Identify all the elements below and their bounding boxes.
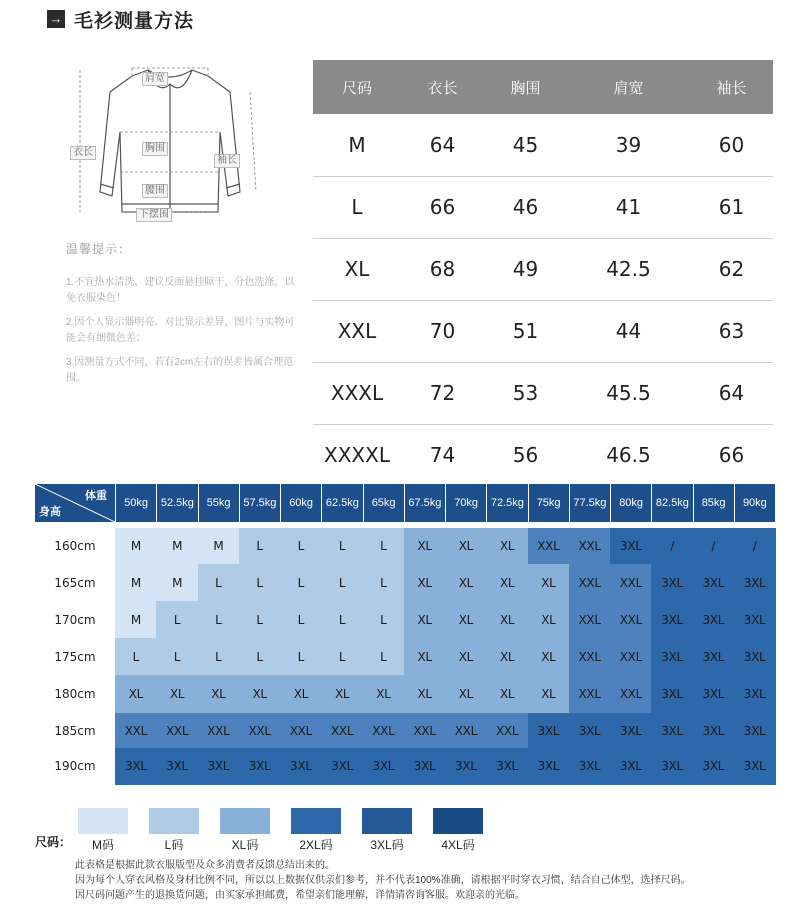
grid-cell: XL (363, 675, 405, 714)
measure-cell: 60 (690, 114, 773, 176)
tip-item: 2.因个人显示器明亮、对比显示差异，图片与实物可能会有细微色差； (66, 317, 295, 344)
grid-cell: XL (486, 528, 528, 565)
weight-header: 60kg (280, 484, 321, 522)
grid-cell: XL (404, 638, 446, 676)
size-cell: XXXXL (324, 443, 390, 468)
weight-header: 67.5kg (404, 484, 445, 522)
grid-cell: L (156, 638, 198, 676)
size-cell: M (313, 114, 401, 176)
grid-cell: XL (486, 601, 528, 639)
grid-cell: 3XL (486, 748, 528, 785)
grid-cell: XL (239, 675, 281, 714)
sweater-outline-icon (70, 62, 270, 224)
grid-cell: XXL (569, 601, 611, 639)
legend-swatch (78, 808, 128, 834)
measure-cell: 61 (690, 176, 773, 238)
weight-axis-label: 体重 (85, 490, 107, 502)
header-sleeve: 袖长 (690, 60, 773, 114)
grid-cell: 3XL (734, 638, 776, 676)
weight-header: 52.5kg (156, 484, 197, 522)
grid-cell: 3XL (693, 713, 735, 749)
measure-cell: 56 (512, 443, 539, 468)
grid-cell: 3XL (280, 748, 322, 785)
grid-cell: XXL (528, 528, 570, 565)
tip-item: 1.不宜热水清洗，建议反面悬挂晾干，分色洗涤，以免衣服染色！ (66, 277, 295, 304)
grid-cell: 3XL (528, 713, 570, 749)
weight-header: 65kg (363, 484, 404, 522)
legend-swatch (220, 808, 270, 834)
weight-header: 70kg (445, 484, 486, 522)
grid-corner (35, 484, 115, 522)
note-line: 因为每个人穿衣风格及身材比例不同，所以以上数据仅供亲们参考，并不代表100%准确，请根据平时穿衣习惯，结合自己体型，选择尺码。 (75, 875, 691, 886)
measure-cell: 49 (484, 238, 567, 300)
grid-cell: M (156, 564, 198, 602)
height-axis-label: 身高 (39, 506, 61, 518)
grid-cell: L (280, 601, 322, 639)
grid-cell: 3XL (693, 748, 735, 785)
grid-cell: XL (486, 675, 528, 714)
grid-cell: 3XL (198, 748, 240, 785)
measure-cell: 68 (401, 238, 484, 300)
grid-cell: / (693, 528, 735, 565)
grid-cell: 3XL (115, 748, 157, 785)
measure-cell: 51 (484, 300, 567, 362)
weight-header: 82.5kg (651, 484, 692, 522)
size-legend (35, 808, 775, 858)
grid-cell: XL (445, 638, 487, 676)
footer-notes (75, 858, 775, 903)
size-table-row (313, 114, 773, 176)
size-cell: XXXL (313, 362, 401, 424)
size-table-row (313, 300, 773, 362)
tips-panel (66, 240, 296, 395)
grid-cell: L (239, 528, 281, 565)
tip-item: 3.因测量方式不同，若有2cm左右的误差皆属合理范围。 (66, 357, 294, 384)
grid-cell: XXL (363, 713, 405, 749)
measure-cell: 66 (718, 443, 745, 468)
waist-label: 腰围 (142, 184, 168, 198)
measure-cell: 44 (567, 300, 690, 362)
length-label: 衣长 (70, 146, 96, 160)
grid-cell: XXL (610, 675, 652, 714)
grid-cell: / (734, 528, 776, 565)
grid-cell: 3XL (693, 601, 735, 639)
size-table-row (313, 424, 773, 486)
page-title: 毛衫测量方法 (74, 10, 195, 32)
arrow-right-icon: → (47, 10, 65, 28)
weight-header: 50kg (115, 484, 156, 522)
grid-cell: L (239, 564, 281, 602)
height-label: 170cm (35, 601, 115, 638)
grid-cell: XXL (198, 713, 240, 749)
measure-cell: 64 (690, 362, 773, 424)
measure-cell: 70 (401, 300, 484, 362)
grid-cell: XL (156, 675, 198, 714)
grid-cell: XL (486, 564, 528, 602)
sleeve-label: 袖长 (214, 154, 240, 168)
legend-label: 2XL码 (299, 838, 333, 852)
grid-cell: L (363, 601, 405, 639)
legend-swatch (149, 808, 199, 834)
grid-cell: 3XL (445, 748, 487, 785)
measure-cell: 42.5 (567, 238, 690, 300)
grid-cell: L (156, 601, 198, 639)
grid-cell: L (321, 528, 363, 565)
size-table-header (313, 60, 773, 114)
grid-cell: L (115, 638, 157, 676)
measure-cell: 45.5 (567, 362, 690, 424)
grid-cell: / (651, 528, 693, 565)
grid-cell: XXL (321, 713, 363, 749)
grid-cell: 3XL (610, 528, 652, 565)
grid-cell: XXL (610, 638, 652, 676)
size-table-row (313, 362, 773, 424)
grid-cell: XL (445, 675, 487, 714)
grid-cell: L (280, 528, 322, 565)
size-table-row (313, 238, 773, 300)
grid-cell: 3XL (528, 748, 570, 785)
grid-cell: 3XL (734, 601, 776, 639)
grid-cell: XL (404, 564, 446, 602)
grid-cell: XXL (569, 638, 611, 676)
measure-cell: 39 (567, 114, 690, 176)
size-reference-grid (35, 484, 775, 787)
legend-title: 尺码： (35, 835, 72, 849)
grid-cell: 3XL (569, 713, 611, 749)
grid-cell: XL (528, 564, 570, 602)
sweater-diagram (70, 62, 270, 224)
grid-cell: L (363, 564, 405, 602)
grid-cell: XXL (156, 713, 198, 749)
weight-header: 77.5kg (569, 484, 610, 522)
weight-header: 72.5kg (486, 484, 527, 522)
legend-label: 3XL码 (370, 838, 404, 852)
grid-cell: 3XL (651, 564, 693, 602)
header-shoulder: 肩宽 (567, 60, 690, 114)
grid-cell: 3XL (693, 564, 735, 602)
chest-label: 胸围 (142, 142, 168, 156)
section-header (47, 6, 194, 32)
grid-cell: XXL (280, 713, 322, 749)
grid-cell: 3XL (651, 748, 693, 785)
height-label: 185cm (35, 713, 115, 748)
grid-cell: XXL (404, 713, 446, 749)
height-label: 165cm (35, 564, 115, 601)
size-cell: XXL (313, 300, 401, 362)
grid-cell: M (198, 528, 240, 565)
grid-cell: 3XL (693, 675, 735, 714)
measure-cell: 63 (690, 300, 773, 362)
grid-cell: 3XL (569, 748, 611, 785)
weight-header: 90kg (734, 484, 775, 522)
grid-cell: L (198, 601, 240, 639)
size-cell: L (313, 176, 401, 238)
grid-cell: XL (486, 638, 528, 676)
grid-cell: L (239, 601, 281, 639)
grid-cell: M (115, 528, 157, 565)
height-label: 175cm (35, 638, 115, 675)
grid-cell: XXL (569, 564, 611, 602)
grid-cell: XL (528, 675, 570, 714)
grid-cell: XXL (239, 713, 281, 749)
legend-label: L码 (164, 838, 184, 852)
grid-cell: XL (280, 675, 322, 714)
grid-cell: XXL (486, 713, 528, 749)
hem-label: 下摆围 (136, 208, 172, 222)
header-chest: 胸围 (484, 60, 567, 114)
measure-cell: 53 (484, 362, 567, 424)
weight-header: 75kg (528, 484, 569, 522)
measure-cell: 66 (401, 176, 484, 238)
measure-cell: 74 (429, 443, 456, 468)
grid-cell: 3XL (651, 713, 693, 749)
measure-cell: 72 (401, 362, 484, 424)
grid-cell: XL (528, 638, 570, 676)
weight-header: 62.5kg (321, 484, 362, 522)
grid-cell: L (321, 638, 363, 676)
grid-cell: 3XL (651, 638, 693, 676)
legend-swatch (362, 808, 412, 834)
grid-cell: 3XL (321, 748, 363, 785)
grid-cell: M (115, 601, 157, 639)
measure-cell: 41 (567, 176, 690, 238)
height-label: 180cm (35, 675, 115, 713)
weight-header: 80kg (610, 484, 651, 522)
grid-cell: 3XL (734, 713, 776, 749)
grid-cell: L (198, 638, 240, 676)
grid-cell: L (363, 528, 405, 565)
legend-swatch (291, 808, 341, 834)
grid-cell: XL (445, 564, 487, 602)
measure-cell: 46 (484, 176, 567, 238)
grid-cell: XL (115, 675, 157, 714)
grid-cell: 3XL (651, 675, 693, 714)
shoulder-label: 肩宽 (142, 72, 168, 86)
height-label: 160cm (35, 528, 115, 564)
header-size: 尺码 (313, 60, 401, 114)
grid-cell: XXL (610, 564, 652, 602)
grid-cell: XXL (445, 713, 487, 749)
tips-heading: 温馨提示： (66, 242, 132, 256)
size-cell: XL (313, 238, 401, 300)
height-label: 190cm (35, 748, 115, 784)
grid-cell: XL (528, 601, 570, 639)
grid-cell: XXL (569, 675, 611, 714)
grid-cell: 3XL (734, 564, 776, 602)
grid-cell: 3XL (156, 748, 198, 785)
grid-cell: XL (198, 675, 240, 714)
grid-cell: 3XL (734, 675, 776, 714)
grid-cell: 3XL (239, 748, 281, 785)
grid-cell: XXL (610, 601, 652, 639)
size-table-row (313, 176, 773, 238)
weight-header: 55kg (198, 484, 239, 522)
grid-cell: XXL (115, 713, 157, 749)
grid-cell: M (156, 528, 198, 565)
grid-cell: L (280, 638, 322, 676)
grid-cell: 3XL (363, 748, 405, 785)
grid-cell: XL (404, 601, 446, 639)
grid-cell: 3XL (610, 713, 652, 749)
grid-cell: XL (404, 528, 446, 565)
grid-cell: L (239, 638, 281, 676)
grid-cell: L (280, 564, 322, 602)
grid-cell: L (363, 638, 405, 676)
weight-header: 57.5kg (239, 484, 280, 522)
size-table (313, 60, 773, 486)
grid-cell: XL (445, 601, 487, 639)
legend-swatch (433, 808, 483, 834)
grid-cell: XL (445, 528, 487, 565)
grid-cell: L (198, 564, 240, 602)
measure-cell: 64 (401, 114, 484, 176)
measure-cell: 45 (484, 114, 567, 176)
grid-cell: L (321, 601, 363, 639)
grid-cell: XL (321, 675, 363, 714)
grid-cell: XXL (569, 528, 611, 565)
grid-cell: 3XL (651, 601, 693, 639)
grid-cell: XL (404, 675, 446, 714)
note-line: 此表格是根据此款衣服版型及众多消费者反馈总结出来的。 (75, 860, 335, 871)
grid-cell: 3XL (734, 748, 776, 785)
weight-header: 85kg (693, 484, 734, 522)
grid-cell: 3XL (693, 638, 735, 676)
measure-cell: 62 (690, 238, 773, 300)
legend-label: M码 (92, 838, 114, 852)
legend-label: 4XL码 (441, 838, 475, 852)
header-length: 衣长 (401, 60, 484, 114)
grid-cell: 3XL (610, 748, 652, 785)
measure-cell: 46.5 (606, 443, 651, 468)
grid-cell: L (321, 564, 363, 602)
grid-cell: M (115, 564, 157, 602)
corner-diagonal-icon (35, 484, 115, 522)
note-line: 因尺码问题产生的退换货问题，由买家承担邮费，希望亲们能理解，详情请咨询客服。欢迎亲的光临。 (75, 890, 525, 901)
grid-cell: 3XL (404, 748, 446, 785)
legend-label: XL码 (231, 838, 259, 852)
